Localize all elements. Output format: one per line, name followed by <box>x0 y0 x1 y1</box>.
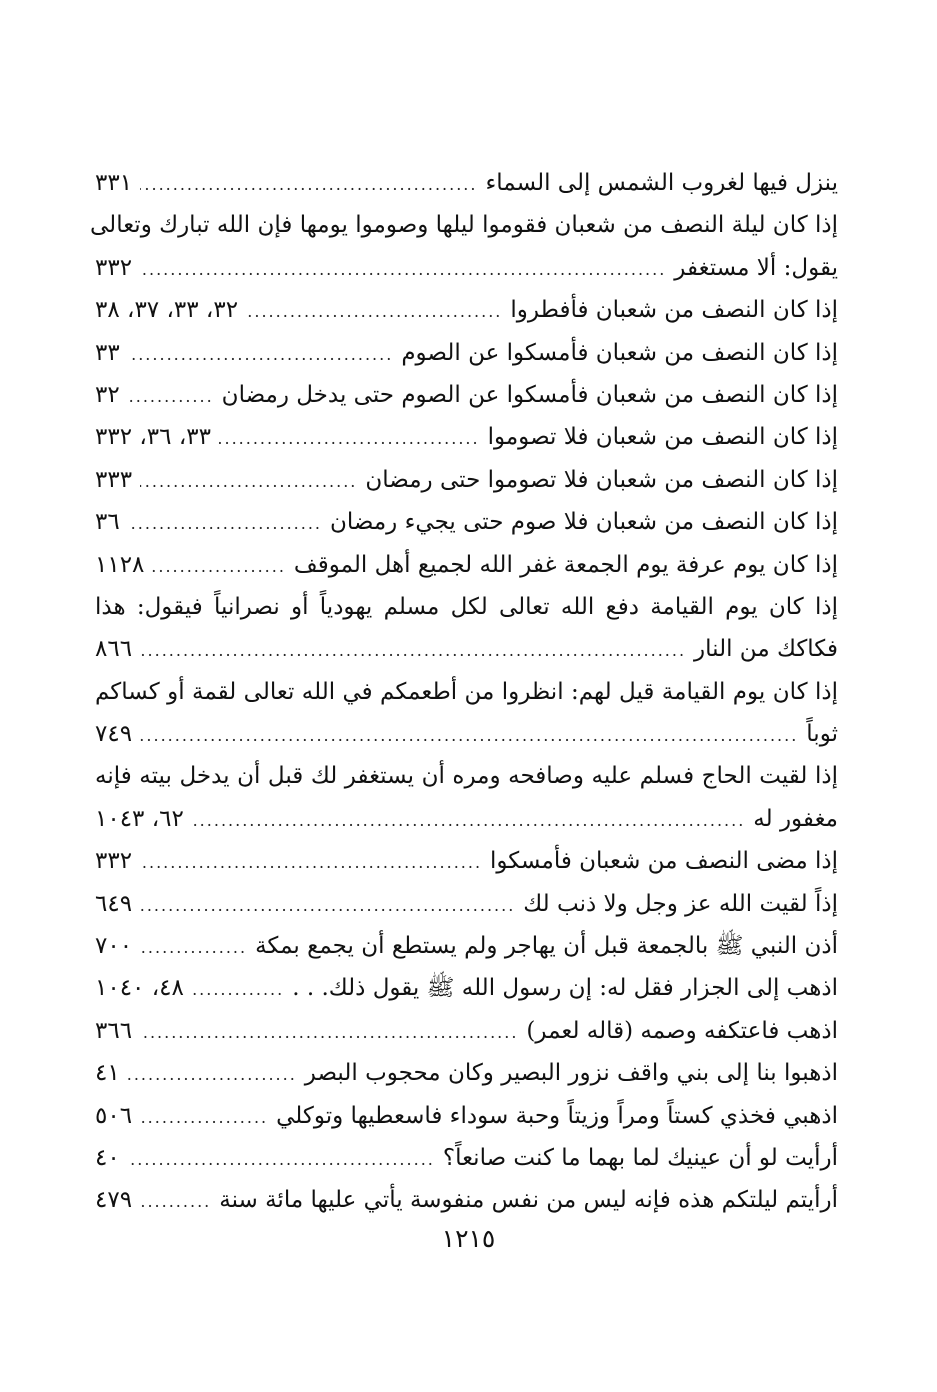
index-entry <box>95 713 838 755</box>
leader-dots <box>140 630 686 672</box>
page-reference: ٣٣٣ <box>95 466 133 493</box>
leader-dots <box>140 842 482 884</box>
index-entry <box>95 332 838 374</box>
leader-dots <box>128 1054 297 1096</box>
page-reference: ٣٢ <box>95 381 120 408</box>
index-entry <box>95 459 838 501</box>
leader-dots <box>152 546 285 588</box>
index-entry <box>95 416 838 458</box>
index-entry <box>95 967 838 1009</box>
index-entry-line <box>95 755 838 797</box>
page-reference: ٤١ <box>95 1060 120 1087</box>
page-reference: ٣٢، ٣٣، ٣٧، ٣٨ <box>95 297 239 324</box>
index-entry <box>95 544 838 586</box>
index-entry <box>95 247 838 289</box>
index-entry <box>95 628 838 670</box>
page-reference: ٧٤٩ <box>95 721 133 748</box>
leader-dots <box>246 291 502 333</box>
leader-dots <box>140 885 515 927</box>
page-reference: ٣٦ <box>95 509 120 536</box>
entry-text: إذا كان النصف من شعبان فأفطروا <box>510 297 838 324</box>
leader-dots <box>128 503 322 545</box>
entry-text: إذا كان النصف من شعبان فأمسكوا عن الصوم حتى يدخل رمضان <box>221 381 838 408</box>
page-reference: ٣٣٢ <box>95 254 133 281</box>
entry-text: اذهبوا بنا إلى بني واقف نزور البصير وكان محجوب البصر <box>304 1060 838 1087</box>
index-entry <box>95 501 838 543</box>
index-entry <box>95 798 838 840</box>
leader-dots <box>140 164 477 206</box>
page-reference: ٣٦٦ <box>95 1017 133 1044</box>
page-reference: ٣٣، ٣٦، ٣٣٢ <box>95 424 211 451</box>
index-entry <box>95 1179 838 1221</box>
entry-text: أرأيتم ليلتكم هذه فإنه ليس من نفس منفوسة يأتي عليها مائة سنة <box>219 1187 838 1214</box>
entry-text: إذا كان ليلة النصف من شعبان فقوموا ليلها وصوموا يومها فإن الله تبارك وتعالى <box>90 212 838 239</box>
page-reference: ١١٢٨ <box>95 551 145 578</box>
page-reference: ٦٢، ١٠٤٣ <box>95 805 184 832</box>
leader-dots <box>140 249 666 291</box>
page-reference: ٦٤٩ <box>95 890 133 917</box>
leader-dots <box>128 376 214 418</box>
page-reference: ٤٧٩ <box>95 1187 133 1214</box>
entry-text: إذا كان النصف من شعبان فلا تصوموا <box>487 424 838 451</box>
index-entry <box>95 289 838 331</box>
index-entry <box>95 925 838 967</box>
leader-dots <box>192 800 745 842</box>
entry-text: أرأيت لو أن عينيك لما بهما ما كنت صانعاً؟ <box>442 1144 838 1171</box>
index-entry <box>95 1137 838 1179</box>
leader-dots <box>219 418 480 460</box>
index-entry <box>95 1010 838 1052</box>
index-entry-line <box>95 586 838 628</box>
leader-dots <box>140 1181 211 1223</box>
leader-dots <box>140 927 247 969</box>
index-entry <box>95 883 838 925</box>
page-number: ١٢١٥ <box>441 1224 496 1253</box>
entry-text: يقول: ألا مستغفر <box>674 254 838 281</box>
index-entry <box>95 374 838 416</box>
index-entry-line <box>90 204 838 246</box>
entry-text: إذا كان يوم عرفة يوم الجمعة غفر الله لجميع أهل الموقف <box>293 551 838 578</box>
page-reference: ٤٠ <box>95 1144 120 1171</box>
index-entry <box>95 1052 838 1094</box>
entry-text: فكاكك من النار <box>694 636 838 663</box>
index-entry <box>95 162 838 204</box>
entry-text: إذا لقيت الحاج فسلم عليه وصافحه ومره أن يستغفر لك قبل أن يدخل بيته فإنه <box>95 763 838 790</box>
page-reference: ٣٣١ <box>95 170 133 196</box>
page-reference: ٧٠٠ <box>95 933 133 960</box>
entry-text: اذهب فاعتكفه وصمه (قاله لعمر) <box>526 1017 838 1044</box>
entry-text: إذا كان النصف من شعبان فلا تصوموا حتى رمضان <box>365 466 838 493</box>
entry-text: إذا مضى النصف من شعبان فأمسكوا <box>490 848 838 875</box>
entry-text: إذا كان النصف من شعبان فأمسكوا عن الصوم <box>401 339 838 366</box>
entry-text: اذهبي فخذي كستاً ومراً وزيتاً وحبة سوداء فاسعطيها وتوكلي <box>276 1102 838 1129</box>
leader-dots <box>128 1139 435 1181</box>
leader-dots <box>192 969 284 1011</box>
index-list <box>90 162 838 1222</box>
entry-text: مغفور له <box>753 805 838 832</box>
page-reference: ٣٣٢ <box>95 848 133 875</box>
leader-dots <box>140 461 357 503</box>
leader-dots <box>140 1097 268 1139</box>
page-reference: ٤٨، ١٠٤٠ <box>95 975 184 1002</box>
index-entry <box>95 1095 838 1137</box>
index-entry-line <box>95 671 838 713</box>
entry-text: إذاً لقيت الله عز وجل ولا ذنب لك <box>523 890 838 917</box>
entry-text: ينزل فيها لغروب الشمس إلى السماء <box>485 170 838 196</box>
page-reference: ٨٦٦ <box>95 636 133 663</box>
page-reference: ٥٠٦ <box>95 1102 133 1129</box>
entry-text: إذا كان يوم القيامة دفع الله تعالى لكل مسلم يهودياً أو نصرانياً فيقول: هذا <box>95 593 838 620</box>
leader-dots <box>140 1012 518 1054</box>
leader-dots <box>140 715 798 757</box>
entry-text: إذا كان يوم القيامة قيل لهم: انظروا من أطعمكم في الله تعالى لقمة أو كساكم <box>95 678 838 705</box>
entry-text: أذن النبي ﷺ بالجمعة قبل أن يهاجر ولم يستطع أن يجمع بمكة <box>255 933 838 960</box>
index-entry <box>95 840 838 882</box>
entry-text: اذهب إلى الجزار فقل له: إن رسول الله ﷺ يقول ذلك. . . <box>292 975 838 1002</box>
entry-text: إذا كان النصف من شعبان فلا صوم حتى يجيء رمضان <box>330 509 838 536</box>
leader-dots <box>128 334 394 376</box>
page-reference: ٣٣ <box>95 339 120 366</box>
entry-text: ثوباً <box>806 721 838 748</box>
